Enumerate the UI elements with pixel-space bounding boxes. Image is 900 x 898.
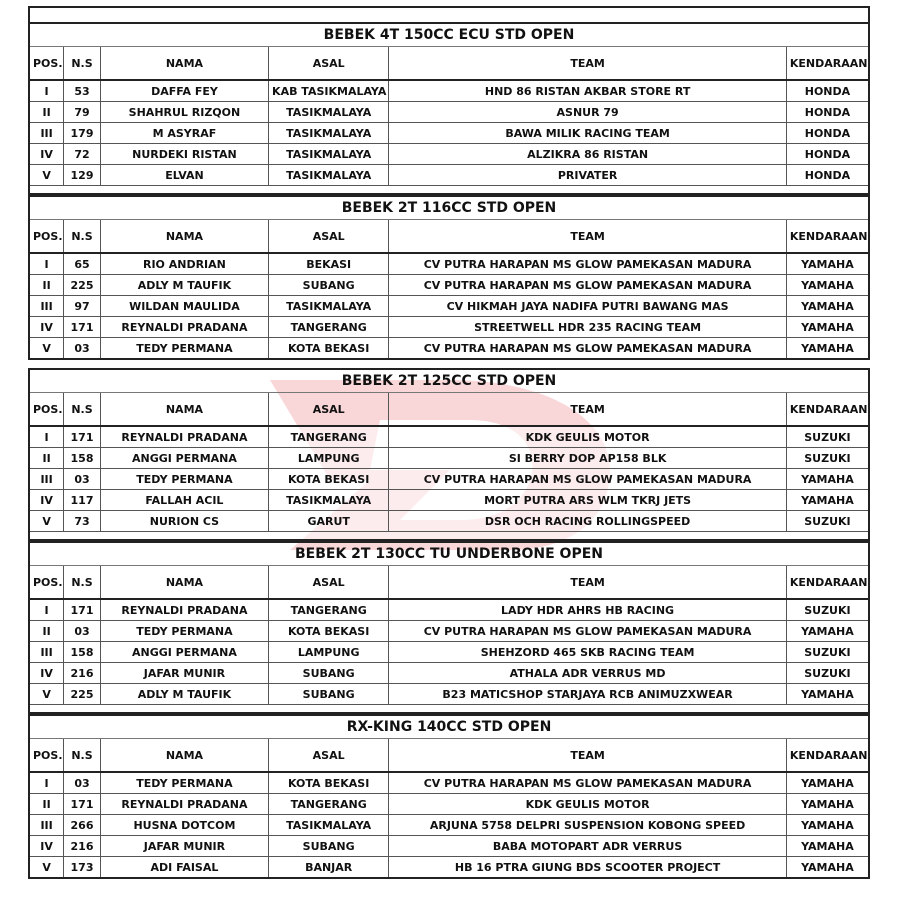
cell-team: CV PUTRA HARAPAN MS GLOW PAMEKASAN MADURA (389, 772, 787, 794)
result-row (29, 253, 869, 275)
cell-asal: KOTA BEKASI (269, 621, 389, 642)
cell-asal: SUBANG (269, 663, 389, 684)
cell-kendaraan: YAMAHA (786, 815, 869, 836)
cell-kendaraan: YAMAHA (786, 338, 869, 360)
cell-pos: IV (29, 144, 64, 165)
category-title-row (29, 715, 869, 739)
category-table (28, 714, 870, 879)
category-title-row (29, 542, 869, 566)
cell-nama: JAFAR MUNIR (100, 836, 268, 857)
cell-pos: IV (29, 836, 64, 857)
cell-asal: TASIKMALAYA (269, 296, 389, 317)
cell-pos: II (29, 102, 64, 123)
result-row (29, 426, 869, 448)
cell-asal: SUBANG (269, 836, 389, 857)
cell-team: ASNUR 79 (389, 102, 787, 123)
cell-nama: REYNALDI PRADANA (100, 426, 268, 448)
cell-nama: ANGGI PERMANA (100, 448, 268, 469)
result-row (29, 123, 869, 144)
cell-asal: SUBANG (269, 684, 389, 705)
cell-asal: TASIKMALAYA (269, 165, 389, 186)
cell-nama: ANGGI PERMANA (100, 642, 268, 663)
category-table (28, 368, 870, 541)
cell-kendaraan: YAMAHA (786, 469, 869, 490)
category-table (28, 195, 870, 360)
cell-pos: III (29, 296, 64, 317)
cell-ns: 266 (64, 815, 101, 836)
cell-team: CV PUTRA HARAPAN MS GLOW PAMEKASAN MADURA (389, 338, 787, 360)
result-row (29, 490, 869, 511)
category-title: BEBEK 2T 125CC STD OPEN (29, 369, 869, 393)
cell-kendaraan: SUZUKI (786, 448, 869, 469)
cell-ns: 03 (64, 772, 101, 794)
header-ns: N.S (64, 566, 101, 600)
cell-ns: 158 (64, 448, 101, 469)
cell-ns: 173 (64, 857, 101, 879)
cell-team: B23 MATICSHOP STARJAYA RCB ANIMUZXWEAR (389, 684, 787, 705)
cell-pos: V (29, 511, 64, 532)
cell-ns: 129 (64, 165, 101, 186)
cell-ns: 72 (64, 144, 101, 165)
result-row (29, 448, 869, 469)
result-row (29, 317, 869, 338)
cell-ns: 158 (64, 642, 101, 663)
cell-nama: TEDY PERMANA (100, 772, 268, 794)
cell-nama: TEDY PERMANA (100, 621, 268, 642)
header-kendaraan: KENDARAAN (786, 47, 869, 81)
cell-kendaraan: SUZUKI (786, 663, 869, 684)
header-pos: POS. (29, 393, 64, 427)
spacer-row (29, 705, 869, 714)
cell-asal: BANJAR (269, 857, 389, 879)
cell-pos: IV (29, 490, 64, 511)
cell-team: ALZIKRA 86 RISTAN (389, 144, 787, 165)
cell-ns: 216 (64, 836, 101, 857)
header-pos: POS. (29, 47, 64, 81)
cell-pos: III (29, 815, 64, 836)
cell-kendaraan: HONDA (786, 144, 869, 165)
cell-asal: TANGERANG (269, 794, 389, 815)
header-nama: NAMA (100, 566, 268, 600)
column-header-row (29, 220, 869, 254)
result-row (29, 275, 869, 296)
header-ns: N.S (64, 739, 101, 773)
header-team: TEAM (389, 393, 787, 427)
category-title-row (29, 196, 869, 220)
cell-asal: LAMPUNG (269, 642, 389, 663)
cell-pos: V (29, 338, 64, 360)
cell-kendaraan: YAMAHA (786, 772, 869, 794)
cell-asal: TANGERANG (269, 599, 389, 621)
header-kendaraan: KENDARAAN (786, 393, 869, 427)
cell-nama: NURION CS (100, 511, 268, 532)
header-ns: N.S (64, 47, 101, 81)
cell-asal: TANGERANG (269, 317, 389, 338)
cell-pos: I (29, 599, 64, 621)
header-kendaraan: KENDARAAN (786, 739, 869, 773)
column-header-row (29, 739, 869, 773)
cell-kendaraan: YAMAHA (786, 317, 869, 338)
category-title: RX-KING 140CC STD OPEN (29, 715, 869, 739)
header-asal: ASAL (269, 393, 389, 427)
cell-asal: SUBANG (269, 275, 389, 296)
cell-pos: V (29, 165, 64, 186)
header-kendaraan: KENDARAAN (786, 220, 869, 254)
cell-pos: IV (29, 663, 64, 684)
cell-kendaraan: YAMAHA (786, 621, 869, 642)
cell-ns: 171 (64, 599, 101, 621)
result-row (29, 836, 869, 857)
cell-kendaraan: YAMAHA (786, 275, 869, 296)
category-title: BEBEK 4T 150CC ECU STD OPEN (29, 23, 869, 47)
cell-nama: NURDEKI RISTAN (100, 144, 268, 165)
cell-asal: LAMPUNG (269, 448, 389, 469)
cell-ns: 225 (64, 275, 101, 296)
cell-ns: 73 (64, 511, 101, 532)
category-title-row (29, 369, 869, 393)
header-asal: ASAL (269, 220, 389, 254)
cell-ns: 171 (64, 794, 101, 815)
cell-pos: V (29, 684, 64, 705)
cell-asal: TANGERANG (269, 426, 389, 448)
cell-pos: I (29, 426, 64, 448)
header-pos: POS. (29, 566, 64, 600)
header-pos: POS. (29, 220, 64, 254)
result-row (29, 165, 869, 186)
cell-team: HND 86 RISTAN AKBAR STORE RT (389, 80, 787, 102)
cell-kendaraan: SUZUKI (786, 599, 869, 621)
cell-team: SHEHZORD 465 SKB RACING TEAM (389, 642, 787, 663)
result-row (29, 338, 869, 360)
column-header-row (29, 47, 869, 81)
cell-ns: 179 (64, 123, 101, 144)
result-row (29, 642, 869, 663)
cell-nama: DAFFA FEY (100, 80, 268, 102)
cell-team: ARJUNA 5758 DELPRI SUSPENSION KOBONG SPEED (389, 815, 787, 836)
header-nama: NAMA (100, 393, 268, 427)
result-row (29, 684, 869, 705)
spacer-row (29, 532, 869, 541)
cell-pos: IV (29, 317, 64, 338)
cell-ns: 03 (64, 338, 101, 360)
column-header-row (29, 393, 869, 427)
cell-team: CV HIKMAH JAYA NADIFA PUTRI BAWANG MAS (389, 296, 787, 317)
header-ns: N.S (64, 393, 101, 427)
result-row (29, 815, 869, 836)
cell-nama: FALLAH ACIL (100, 490, 268, 511)
category-table (28, 541, 870, 714)
cell-team: PRIVATER (389, 165, 787, 186)
cell-team: STREETWELL HDR 235 RACING TEAM (389, 317, 787, 338)
cell-kendaraan: YAMAHA (786, 684, 869, 705)
header-team: TEAM (389, 739, 787, 773)
cell-team: KDK GEULIS MOTOR (389, 426, 787, 448)
header-nama: NAMA (100, 47, 268, 81)
category-title: BEBEK 2T 130CC TU UNDERBONE OPEN (29, 542, 869, 566)
header-asal: ASAL (269, 47, 389, 81)
cell-asal: TASIKMALAYA (269, 490, 389, 511)
cell-nama: M ASYRAF (100, 123, 268, 144)
cell-pos: I (29, 253, 64, 275)
column-header-row (29, 566, 869, 600)
cell-nama: SHAHRUL RIZQON (100, 102, 268, 123)
cell-asal: KOTA BEKASI (269, 469, 389, 490)
cell-asal: KOTA BEKASI (269, 772, 389, 794)
cell-kendaraan: YAMAHA (786, 296, 869, 317)
results-sheet (28, 6, 870, 887)
header-pos: POS. (29, 739, 64, 773)
cell-nama: ELVAN (100, 165, 268, 186)
cell-pos: II (29, 794, 64, 815)
cell-pos: III (29, 469, 64, 490)
cell-nama: JAFAR MUNIR (100, 663, 268, 684)
cell-asal: KOTA BEKASI (269, 338, 389, 360)
cell-ns: 03 (64, 621, 101, 642)
cell-pos: II (29, 275, 64, 296)
result-row (29, 511, 869, 532)
header-nama: NAMA (100, 739, 268, 773)
header-kendaraan: KENDARAAN (786, 566, 869, 600)
cell-team: KDK GEULIS MOTOR (389, 794, 787, 815)
cell-team: CV PUTRA HARAPAN MS GLOW PAMEKASAN MADURA (389, 275, 787, 296)
cell-asal: TASIKMALAYA (269, 815, 389, 836)
cell-team: CV PUTRA HARAPAN MS GLOW PAMEKASAN MADURA (389, 253, 787, 275)
result-row (29, 794, 869, 815)
cell-team: MORT PUTRA ARS WLM TKRJ JETS (389, 490, 787, 511)
cell-ns: 53 (64, 80, 101, 102)
cell-ns: 79 (64, 102, 101, 123)
cell-nama: RIO ANDRIAN (100, 253, 268, 275)
category-title-row (29, 23, 869, 47)
cell-team: HB 16 PTRA GIUNG BDS SCOOTER PROJECT (389, 857, 787, 879)
cell-nama: REYNALDI PRADANA (100, 794, 268, 815)
cell-ns: 171 (64, 426, 101, 448)
cell-asal: GARUT (269, 511, 389, 532)
result-row (29, 144, 869, 165)
cell-kendaraan: SUZUKI (786, 426, 869, 448)
cell-kendaraan: SUZUKI (786, 642, 869, 663)
cell-nama: HUSNA DOTCOM (100, 815, 268, 836)
spacer-cell (29, 186, 869, 195)
header-team: TEAM (389, 566, 787, 600)
cell-nama: TEDY PERMANA (100, 338, 268, 360)
header-nama: NAMA (100, 220, 268, 254)
cell-team: SI BERRY DOP AP158 BLK (389, 448, 787, 469)
cell-asal: KAB TASIKMALAYA (269, 80, 389, 102)
cell-ns: 03 (64, 469, 101, 490)
cell-ns: 225 (64, 684, 101, 705)
cell-kendaraan: YAMAHA (786, 490, 869, 511)
cell-ns: 171 (64, 317, 101, 338)
cell-pos: II (29, 448, 64, 469)
result-row (29, 296, 869, 317)
cell-ns: 117 (64, 490, 101, 511)
category-table (28, 22, 870, 195)
result-row (29, 80, 869, 102)
category-tables (28, 22, 870, 879)
cell-pos: I (29, 80, 64, 102)
result-row (29, 663, 869, 684)
cell-ns: 97 (64, 296, 101, 317)
spacer-cell (29, 532, 869, 541)
cell-team: CV PUTRA HARAPAN MS GLOW PAMEKASAN MADURA (389, 621, 787, 642)
header-team: TEAM (389, 220, 787, 254)
cell-team: DSR OCH RACING ROLLINGSPEED (389, 511, 787, 532)
result-row (29, 102, 869, 123)
cell-kendaraan: YAMAHA (786, 794, 869, 815)
cell-team: BAWA MILIK RACING TEAM (389, 123, 787, 144)
cell-team: ATHALA ADR VERRUS MD (389, 663, 787, 684)
cell-pos: III (29, 642, 64, 663)
header-asal: ASAL (269, 566, 389, 600)
header-asal: ASAL (269, 739, 389, 773)
result-row (29, 599, 869, 621)
cell-kendaraan: HONDA (786, 102, 869, 123)
cell-team: BABA MOTOPART ADR VERRUS (389, 836, 787, 857)
cell-nama: ADLY M TAUFIK (100, 684, 268, 705)
cell-team: CV PUTRA HARAPAN MS GLOW PAMEKASAN MADURA (389, 469, 787, 490)
cell-pos: V (29, 857, 64, 879)
cell-kendaraan: YAMAHA (786, 857, 869, 879)
cell-asal: TASIKMALAYA (269, 123, 389, 144)
cell-kendaraan: SUZUKI (786, 511, 869, 532)
result-row (29, 621, 869, 642)
cell-ns: 65 (64, 253, 101, 275)
cell-pos: III (29, 123, 64, 144)
cell-nama: ADLY M TAUFIK (100, 275, 268, 296)
result-row (29, 857, 869, 879)
cell-kendaraan: HONDA (786, 80, 869, 102)
category-title: BEBEK 2T 116CC STD OPEN (29, 196, 869, 220)
spacer-cell (29, 705, 869, 714)
cell-nama: TEDY PERMANA (100, 469, 268, 490)
header-team: TEAM (389, 47, 787, 81)
cell-kendaraan: YAMAHA (786, 836, 869, 857)
cell-nama: ADI FAISAL (100, 857, 268, 879)
cell-pos: II (29, 621, 64, 642)
top-strip (28, 6, 870, 22)
cell-asal: BEKASI (269, 253, 389, 275)
spacer-row (29, 186, 869, 195)
result-row (29, 469, 869, 490)
cell-nama: REYNALDI PRADANA (100, 317, 268, 338)
cell-kendaraan: HONDA (786, 123, 869, 144)
cell-asal: TASIKMALAYA (269, 102, 389, 123)
cell-kendaraan: YAMAHA (786, 253, 869, 275)
cell-kendaraan: HONDA (786, 165, 869, 186)
cell-nama: REYNALDI PRADANA (100, 599, 268, 621)
cell-asal: TASIKMALAYA (269, 144, 389, 165)
cell-ns: 216 (64, 663, 101, 684)
result-row (29, 772, 869, 794)
cell-team: LADY HDR AHRS HB RACING (389, 599, 787, 621)
cell-nama: WILDAN MAULIDA (100, 296, 268, 317)
cell-pos: I (29, 772, 64, 794)
header-ns: N.S (64, 220, 101, 254)
